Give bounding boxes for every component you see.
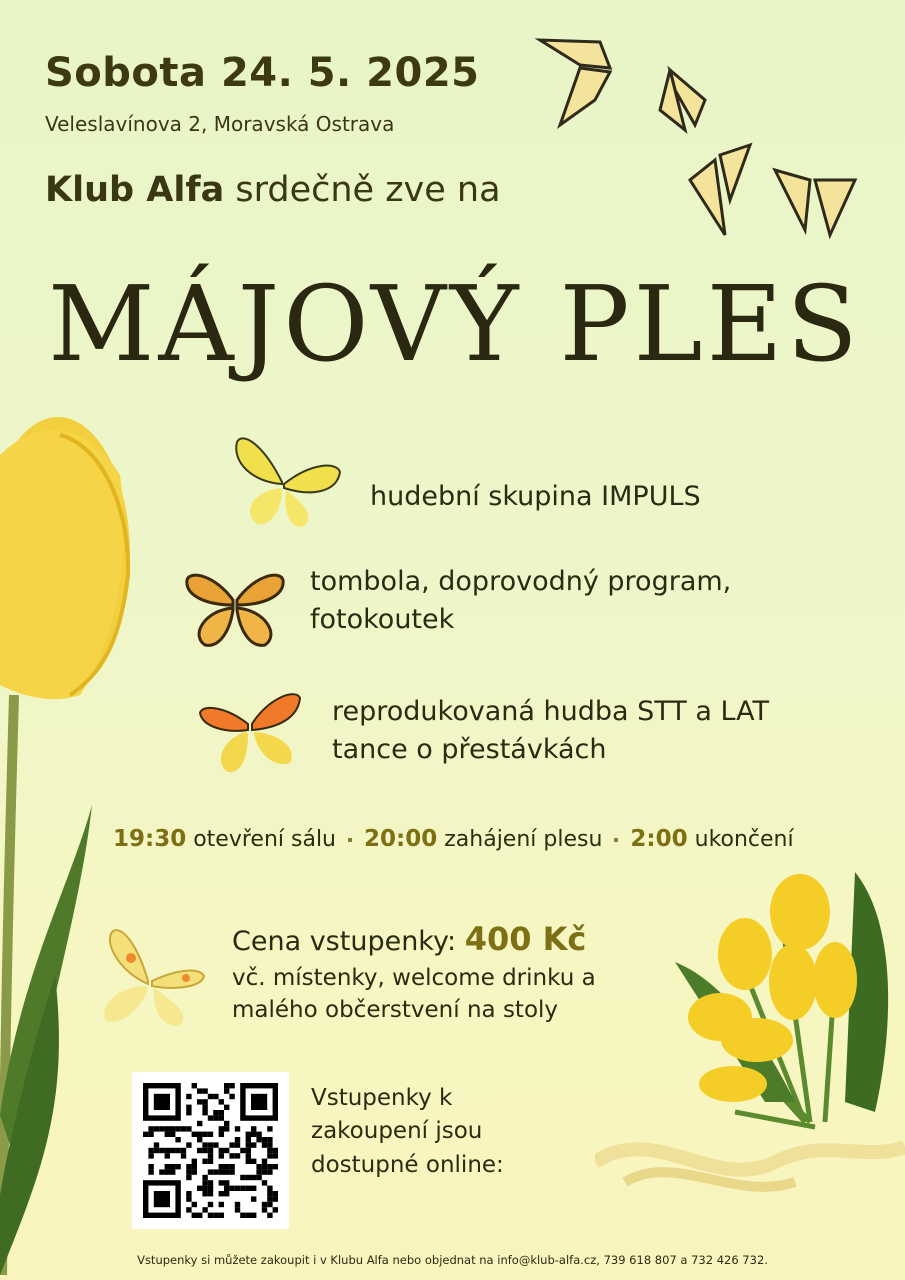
schedule-time: 19:30: [113, 826, 187, 852]
feature-line: tance o přestávkách: [332, 734, 607, 766]
price-note: [232, 962, 596, 1026]
invitation-line: [45, 170, 501, 210]
separator-dot-icon: [348, 838, 352, 842]
feature-line: fotokoutek: [310, 604, 455, 636]
qr-code-icon[interactable]: [132, 1072, 289, 1229]
butterfly-icon: [185, 570, 285, 648]
butterfly-icon: [98, 926, 208, 1030]
feature-item: [332, 693, 769, 770]
feature-line: reprodukovaná hudba STT a LAT: [332, 696, 770, 727]
price-label: Cena vstupenky:: [232, 926, 465, 957]
schedule-label: otevření sálu: [193, 827, 337, 852]
ticket-price: [232, 920, 586, 958]
online-line: Vstupenky k: [311, 1085, 453, 1111]
online-tickets-text: [311, 1082, 504, 1182]
online-line: dostupné online:: [311, 1151, 504, 1178]
tulip-bouquet-image: [595, 862, 905, 1237]
price-note-line: vč. místenky, welcome drinku a: [232, 965, 596, 991]
schedule-time: 20:00: [364, 826, 438, 852]
feature-item: [370, 478, 701, 516]
schedule-label: zahájení plesu: [444, 827, 603, 852]
feature-item: [310, 563, 731, 640]
event-address: Veleslavínova 2, Moravská Ostrava: [45, 112, 395, 136]
price-note-line: malého občerstvení na stoly: [232, 997, 559, 1024]
schedule-time: 2:00: [630, 826, 688, 852]
separator-dot-icon: [614, 838, 618, 842]
page-title: MÁJOVÝ PLES: [48, 263, 862, 385]
swallowtail-butterflies-image: [530, 30, 865, 245]
price-value: 400 Kč: [464, 920, 587, 958]
feature-line: tombola, doprovodný program,: [310, 566, 732, 597]
butterfly-icon: [198, 688, 302, 774]
schedule-label: ukončení: [694, 827, 794, 852]
feature-line: hudební skupina IMPULS: [370, 481, 701, 512]
schedule: [113, 826, 794, 852]
footer-contact: Vstupenky si můžete zakoupit i v Klubu Alfa nebo objednat na info@klub-alfa.cz, 739 618 807 a 732 426 732.: [137, 1253, 768, 1267]
event-date: Sobota 24. 5. 2025: [45, 50, 480, 96]
butterfly-icon: [232, 432, 342, 530]
club-name: Klub Alfa: [45, 170, 225, 210]
invitation-text: srdečně zve na: [224, 170, 501, 210]
online-line: zakoupení jsou: [311, 1118, 483, 1145]
